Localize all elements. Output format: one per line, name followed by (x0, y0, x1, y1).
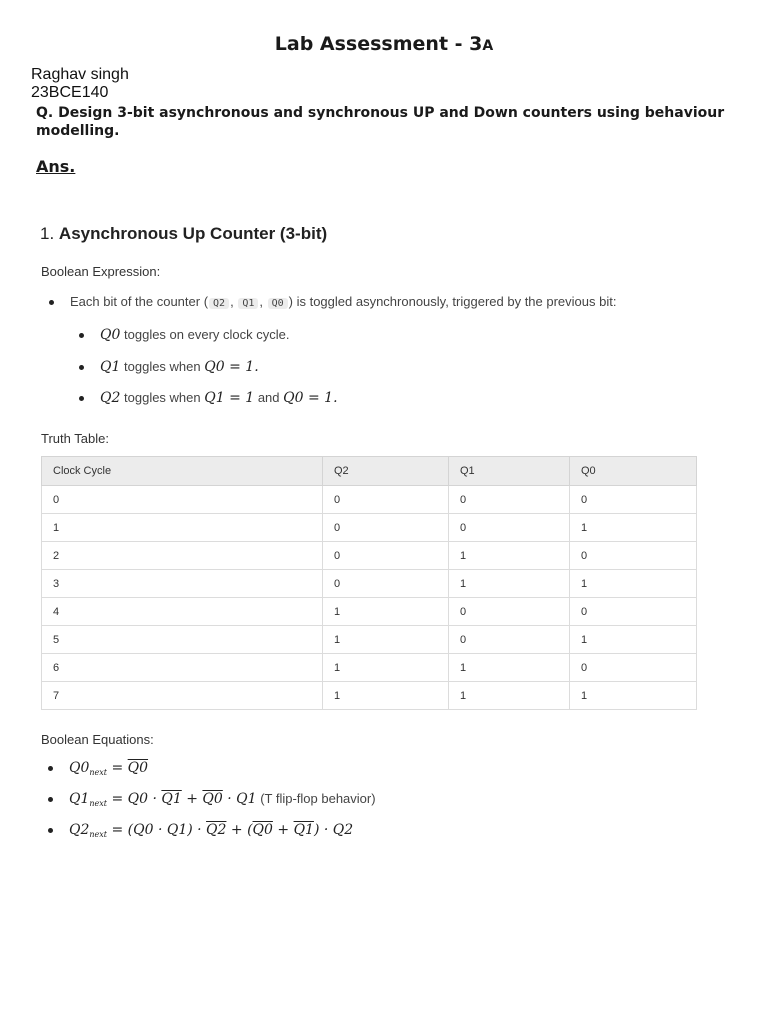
table-cell: 1 (570, 514, 697, 542)
bullet-dot (48, 797, 53, 802)
table-cell: 0 (323, 542, 449, 570)
equation-q1: $Q1_{next} = Q0 \cdot Q1 + Q0 \cdot Q1$ (T flip-flop behavior) (69, 791, 376, 808)
table-cell: 7 (42, 682, 323, 710)
table-cell: 0 (570, 654, 697, 682)
author-block (31, 66, 129, 102)
column-header: Q1 (449, 457, 570, 486)
table-cell: 0 (42, 486, 323, 514)
bullet-dot (79, 333, 84, 338)
table-row (42, 654, 697, 682)
table-row (42, 542, 697, 570)
column-header: Q0 (570, 457, 697, 486)
roll-number: 23BCE140 (31, 84, 109, 101)
table-cell: 1 (570, 570, 697, 598)
table-cell: 1 (42, 514, 323, 542)
boolean-expression-label: Boolean Expression: (41, 264, 161, 279)
equation-q0: $Q0_{next} = Q0$ (69, 760, 148, 777)
toggle-item-q0: Q0 toggles on every clock cycle. (100, 327, 289, 343)
table-cell: 1 (449, 542, 570, 570)
table-cell: 0 (323, 486, 449, 514)
table-cell: 1 (449, 654, 570, 682)
bullet-dot (79, 396, 84, 401)
table-cell: 1 (323, 626, 449, 654)
bullet-dot (48, 766, 53, 771)
toggle-item-q1: Q1 toggles when Q0 = 1. (100, 359, 259, 375)
table-cell: 1 (449, 570, 570, 598)
main-bullet: Each bit of the counter ( Q2 , Q1 , Q0 ) is toggled asynchronously, triggered by the previous bit: (70, 294, 616, 309)
table-row (42, 626, 697, 654)
bullet-dot (79, 365, 84, 370)
table-cell: 0 (449, 486, 570, 514)
section-heading: 1. Asynchronous Up Counter (3-bit) (40, 224, 328, 243)
table-cell: 0 (449, 514, 570, 542)
table-cell: 6 (42, 654, 323, 682)
table-row (42, 682, 697, 710)
bullet-dot (49, 300, 54, 305)
table-cell: 1 (570, 626, 697, 654)
toggle-item-q2: Q2 toggles when Q1 = 1 and Q0 = 1. (100, 390, 338, 406)
code-q2: Q2 (209, 298, 229, 309)
table-cell: 0 (570, 598, 697, 626)
boolean-equations-label: Boolean Equations: (41, 732, 154, 747)
column-header: Clock Cycle (42, 457, 323, 486)
answer-label: Ans. (36, 157, 76, 176)
code-q0: Q0 (268, 298, 288, 309)
table-cell: 1 (323, 598, 449, 626)
truth-table-label: Truth Table: (41, 431, 109, 446)
table-cell: 5 (42, 626, 323, 654)
table-cell: 3 (42, 570, 323, 598)
code-q1: Q1 (238, 298, 258, 309)
page-title: Lab Assessment - 3A (274, 33, 494, 55)
table-cell: 0 (570, 486, 697, 514)
table-row (42, 570, 697, 598)
table-cell: 0 (449, 598, 570, 626)
truth-table (41, 456, 697, 710)
table-cell: 1 (323, 654, 449, 682)
column-header: Q2 (323, 457, 449, 486)
equation-q2: $Q2_{next} = (Q0 \cdot Q1) \cdot Q2 + (Q0 + Q1) \cdot Q2$ (69, 822, 353, 839)
table-row (42, 514, 697, 542)
table-cell: 1 (323, 682, 449, 710)
table-cell: 1 (449, 682, 570, 710)
table-header-row (42, 457, 697, 486)
table-cell: 0 (323, 514, 449, 542)
table-row (42, 486, 697, 514)
table-cell: 1 (570, 682, 697, 710)
table-cell: 0 (323, 570, 449, 598)
author-name: Raghav singh (31, 66, 129, 83)
table-cell: 0 (570, 542, 697, 570)
table-cell: 0 (449, 626, 570, 654)
table-cell: 2 (42, 542, 323, 570)
bullet-dot (48, 828, 53, 833)
table-row (42, 598, 697, 626)
table-cell: 4 (42, 598, 323, 626)
question-text: Q. Design 3-bit asynchronous and synchronous UP and Down counters using behaviour modelling. (36, 105, 725, 139)
